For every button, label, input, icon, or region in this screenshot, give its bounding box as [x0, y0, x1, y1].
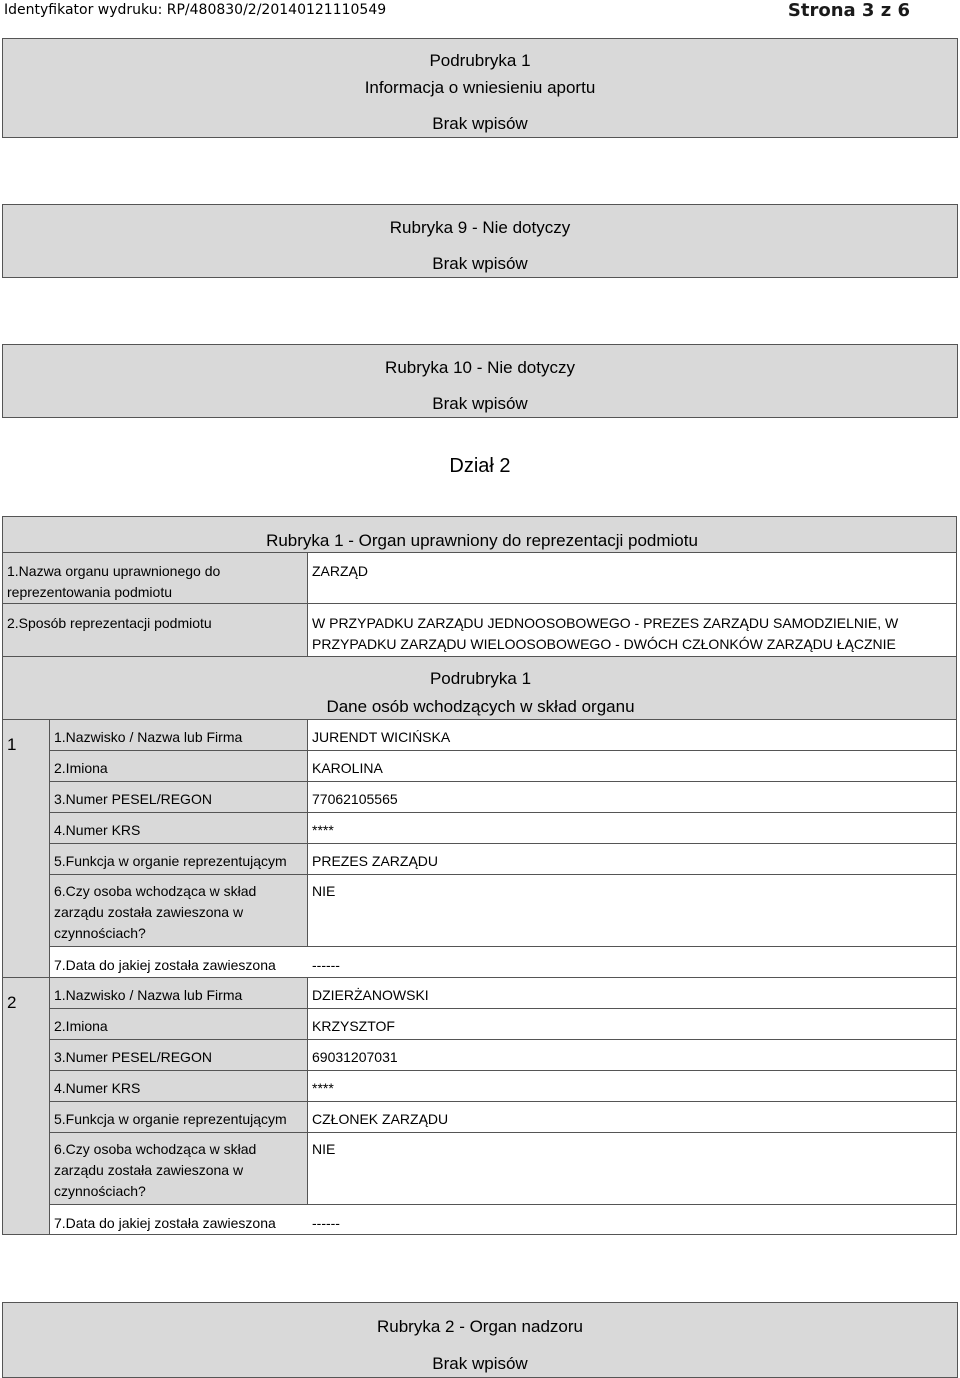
person-1-suspended-label: 6.Czy osoba wchodząca w skład zarządu została zawieszona w czynnościach? [54, 883, 257, 941]
person-1-krs-label: 4.Numer KRS [54, 822, 141, 838]
person-1-krs: **** [312, 822, 334, 838]
organ-name-value-cell [307, 552, 957, 604]
representation-label-cell [2, 603, 308, 657]
person-2-number-cell [2, 977, 50, 1235]
person-2-krs-label: 4.Numer KRS [54, 1080, 141, 1096]
podrubryka-1-header [2, 656, 957, 720]
block-rubryka-2-entries: Brak wpisów [432, 1354, 528, 1373]
person-2-surname-cell [307, 977, 957, 1009]
person-1-suspended-cell [307, 874, 957, 947]
block-aport-title: Podrubryka 1 [429, 51, 531, 70]
person-2-surname: DZIERŻANOWSKI [312, 987, 429, 1003]
person-2-surname-label: 1.Nazwisko / Nazwa lub Firma [54, 987, 243, 1003]
person-2-number: 2 [7, 993, 17, 1012]
person-2-names-cell [307, 1008, 957, 1040]
person-1-krs-label-cell [49, 812, 308, 844]
representation-value-cell [307, 603, 957, 657]
person-1-surname-label-cell [49, 719, 308, 751]
representation-label: 2.Sposób reprezentacji podmiotu [7, 615, 212, 631]
person-2-names-label: 2.Imiona [54, 1018, 108, 1034]
person-1-surname-cell [307, 719, 957, 751]
page-number: Strona 3 z 6 [787, 0, 910, 21]
print-identifier: Identyfikator wydruku: RP/480830/2/20140121110549 [4, 2, 387, 18]
person-1-pesel-cell [307, 781, 957, 813]
person-1-function-label: 5.Funkcja w organie reprezentującym [54, 853, 287, 869]
block-rubryka-10 [2, 344, 958, 418]
block-rubryka-2-title: Rubryka 2 - Organ nadzoru [377, 1317, 583, 1336]
person-2-pesel-label-cell [49, 1039, 308, 1071]
person-2-suspended: NIE [312, 1141, 336, 1157]
person-2-names-label-cell [49, 1008, 308, 1040]
person-2-krs-cell [307, 1070, 957, 1102]
block-rubryka-2 [2, 1302, 958, 1378]
representation-value: W PRZYPADKU ZARZĄDU JEDNOOSOBOWEGO - PREZES ZARZĄDU SAMODZIELNIE, W PRZYPADKU ZARZĄDU WIELOOSOBOWEGO - DWÓCH CZŁONKÓW ZARZĄDU ŁĄCZNIE [312, 615, 899, 652]
person-1-surname-label: 1.Nazwisko / Nazwa lub Firma [54, 729, 243, 745]
person-2-surname-label-cell [49, 977, 308, 1009]
rubryka-1-header [2, 516, 957, 553]
person-1-pesel: 77062105565 [312, 791, 398, 807]
person-2-function-label-cell [49, 1101, 308, 1133]
person-2-date-label: 7.Data do jakiej została zawieszona [54, 1215, 276, 1231]
person-1-pesel-label-cell [49, 781, 308, 813]
person-2-function-label: 5.Funkcja w organie reprezentującym [54, 1111, 287, 1127]
person-2-krs: **** [312, 1080, 334, 1096]
organ-name-value: ZARZĄD [312, 563, 368, 579]
person-1-function-cell [307, 843, 957, 875]
block-rubryka-9-entries: Brak wpisów [432, 254, 528, 273]
rubryka-1-title: Rubryka 1 - Organ uprawniony do reprezentacji podmiotu [266, 531, 698, 550]
person-1-number-cell [2, 719, 50, 978]
block-aport [2, 38, 958, 138]
person-1-date-row [49, 946, 957, 978]
person-1-krs-cell [307, 812, 957, 844]
person-2-suspended-label-cell [49, 1132, 308, 1205]
person-1-suspended: NIE [312, 883, 336, 899]
person-2-suspended-cell [307, 1132, 957, 1205]
person-2-pesel-label: 3.Numer PESEL/REGON [54, 1049, 212, 1065]
person-2-suspended-label: 6.Czy osoba wchodząca w skład zarządu została zawieszona w czynnościach? [54, 1141, 257, 1199]
person-2-date-row [49, 1204, 957, 1235]
person-1-number: 1 [7, 735, 17, 754]
person-1-pesel-label: 3.Numer PESEL/REGON [54, 791, 212, 807]
section-title: Dział 2 [449, 455, 511, 477]
person-2-date: ------ [312, 1215, 340, 1231]
person-1-names: KAROLINA [312, 760, 383, 776]
person-1-date: ------ [312, 957, 340, 973]
podrubryka-1-title: Podrubryka 1 [429, 669, 532, 688]
person-2-pesel-cell [307, 1039, 957, 1071]
person-1-surname: JURENDT WICIŃSKA [312, 729, 451, 745]
podrubryka-1-subtitle: Dane osób wchodzących w skład organu [326, 697, 635, 716]
block-aport-subtitle: Informacja o wniesieniu aportu [364, 78, 596, 97]
person-1-function-label-cell [49, 843, 308, 875]
person-1-date-label: 7.Data do jakiej została zawieszona [54, 957, 276, 973]
block-rubryka-9 [2, 204, 958, 278]
person-2-function-cell [307, 1101, 957, 1133]
person-2-krs-label-cell [49, 1070, 308, 1102]
person-2-names: KRZYSZTOF [312, 1018, 395, 1034]
block-rubryka-10-title: Rubryka 10 - Nie dotyczy [385, 358, 575, 377]
block-rubryka-9-title: Rubryka 9 - Nie dotyczy [389, 218, 571, 237]
person-1-names-label: 2.Imiona [54, 760, 108, 776]
organ-name-label-cell [2, 552, 308, 604]
person-1-names-label-cell [49, 750, 308, 782]
block-aport-entries: Brak wpisów [432, 114, 528, 133]
person-1-names-cell [307, 750, 957, 782]
person-2-pesel: 69031207031 [312, 1049, 398, 1065]
organ-name-label: 1.Nazwa organu uprawnionego do reprezentowania podmiotu [7, 563, 221, 600]
person-2-function: CZŁONEK ZARZĄDU [312, 1111, 449, 1127]
person-1-function: PREZES ZARZĄDU [312, 853, 439, 869]
block-rubryka-10-entries: Brak wpisów [432, 394, 528, 413]
person-1-suspended-label-cell [49, 874, 308, 947]
